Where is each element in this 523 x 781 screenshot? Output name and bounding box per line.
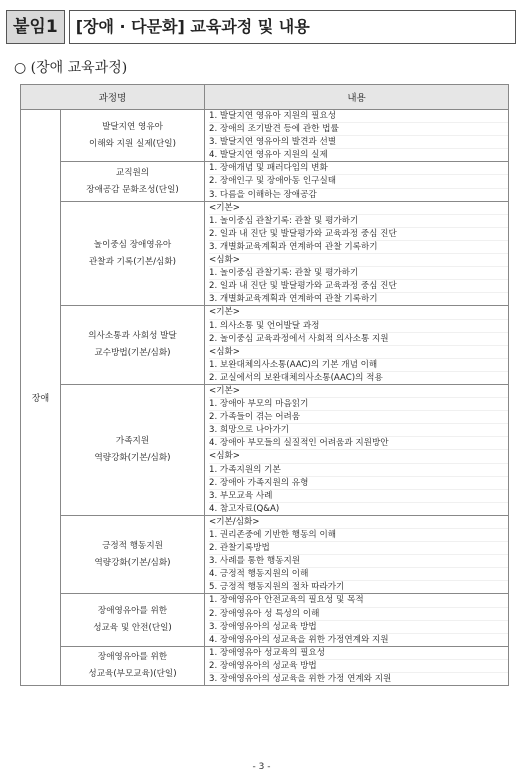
header-course-name: 과정명 xyxy=(21,85,205,110)
content-line: 3. 장애영유아의 성교육을 위한 가정 연계와 지원 xyxy=(209,674,392,685)
content-cell xyxy=(205,201,509,306)
course-name-cell xyxy=(61,594,205,646)
content-line: <심화> xyxy=(209,450,508,463)
content-line: 1. 의사소통 및 언어발달 과정 xyxy=(209,320,508,333)
header-content: 내용 xyxy=(205,85,509,110)
document-title-row xyxy=(6,10,516,44)
course-name-cell xyxy=(61,384,205,515)
table-row xyxy=(21,384,509,515)
content-cell xyxy=(205,162,509,201)
content-line: <기본> xyxy=(209,306,508,319)
content-line: <심화> xyxy=(209,346,508,359)
content-line: 3. 장애영유아의 성교육 방법 xyxy=(209,621,508,634)
section-title: ○ (장애 교육과정) xyxy=(14,60,128,76)
content-line: 2. 교실에서의 보완대체의사소통(AAC)의 적용 xyxy=(209,372,383,383)
content-line: 2. 놀이중심 교육과정에서 사회적 의사소통 지원 xyxy=(209,333,508,346)
content-line: <기본> xyxy=(209,202,508,215)
content-line: 2. 장애아 가족지원의 유형 xyxy=(209,477,508,490)
course-name-line: 의사소통과 사회성 발달 xyxy=(88,331,177,342)
document-title: [장애 · 다문화] 교육과정 및 내용 xyxy=(69,10,516,44)
table-row xyxy=(21,646,509,685)
course-name-line: 성교육(부모교육)(단일) xyxy=(88,668,177,679)
table-body xyxy=(21,110,509,686)
content-cell xyxy=(205,515,509,594)
course-name-cell xyxy=(61,646,205,685)
course-name-line: 역량강화(기본/심화) xyxy=(94,557,171,568)
course-name-cell xyxy=(61,201,205,306)
attachment-badge: 붙임1 xyxy=(6,10,65,44)
page-number: - 3 - xyxy=(252,762,271,772)
content-line: 1. 장애아 부모의 마음읽기 xyxy=(209,398,508,411)
course-name-cell xyxy=(61,306,205,385)
content-line: <기본/심화> xyxy=(209,516,508,529)
category-cell: 장애 xyxy=(21,110,61,686)
content-line: 2. 장애영유아 성 특성의 이해 xyxy=(209,608,508,621)
content-line: 3. 사례를 통한 행동지원 xyxy=(209,555,508,568)
course-name-line: 장애영유아를 위한 xyxy=(97,651,168,662)
content-cell xyxy=(205,594,509,646)
course-name-line: 교수방법(기본/심화) xyxy=(94,348,171,359)
content-line: 4. 참고자료(Q&A) xyxy=(209,503,280,514)
content-line: 1. 장애개념 및 패러다임의 변화 xyxy=(209,162,508,175)
content-line: 1. 보완대체의사소통(AAC)의 기본 개념 이해 xyxy=(209,359,508,372)
table-row xyxy=(21,110,509,162)
table-row xyxy=(21,201,509,306)
course-name-line: 가족지원 xyxy=(115,435,150,446)
course-name-line: 발달지연 영유아 xyxy=(102,121,163,132)
content-line: 2. 장애의 조기발견 등에 관한 법률 xyxy=(209,123,508,136)
course-name-line: 장애영유아를 위한 xyxy=(97,606,168,617)
course-name-line: 성교육 및 안전(단일) xyxy=(93,623,172,634)
content-line: 4. 긍정적 행동지원의 이해 xyxy=(209,568,508,581)
course-name-cell xyxy=(61,515,205,594)
course-name-line: 놀이중심 장애영유아 xyxy=(93,239,172,250)
content-line: 2. 일과 내 진단 및 발달평가와 교육과정 중심 진단 xyxy=(209,280,508,293)
course-name-line: 교직원의 xyxy=(115,167,150,178)
content-line: 4. 장애아 부모들의 실질적인 어려움과 지원방안 xyxy=(209,437,508,450)
table-row xyxy=(21,306,509,385)
content-line: 5. 긍정적 행동지원의 절차 따라가기 xyxy=(209,582,345,593)
course-name-line: 장애공감 문화조성(단일) xyxy=(86,184,179,195)
content-line: 2. 가족들이 겪는 어려움 xyxy=(209,411,508,424)
content-line: 3. 다름을 이해하는 장애공감 xyxy=(209,189,317,200)
course-name-cell xyxy=(61,110,205,162)
course-name-line: 이해와 지원 실제(단일) xyxy=(89,138,176,149)
content-line: 3. 개별화교육계획과 연계하여 관찰 기록하기 xyxy=(209,294,378,305)
content-line: 1. 놀이중심 관찰기록: 관찰 및 평가하기 xyxy=(209,267,508,280)
content-line: 1. 권리존중에 기반한 행동의 이해 xyxy=(209,529,508,542)
table-row xyxy=(21,515,509,594)
content-cell xyxy=(205,646,509,685)
content-line: 2. 관찰기록방법 xyxy=(209,542,508,555)
content-line: 3. 부모교육 사례 xyxy=(209,490,508,503)
content-line: 1. 가족지원의 기본 xyxy=(209,464,508,477)
content-line: 2. 장애영유아의 성교육 방법 xyxy=(209,660,508,673)
table-row xyxy=(21,594,509,646)
content-line: <심화> xyxy=(209,254,508,267)
content-cell xyxy=(205,306,509,385)
content-line: 3. 희망으로 나아가기 xyxy=(209,424,508,437)
content-line: 4. 발달지연 영유아 지원의 실제 xyxy=(209,150,328,161)
content-line: 1. 장애영유아 성교육의 필요성 xyxy=(209,647,508,660)
content-line: 3. 개별화교육계획과 연계하여 관찰 기록하기 xyxy=(209,241,508,254)
course-name-line: 관찰과 기록(기본/심화) xyxy=(88,256,177,267)
course-name-cell xyxy=(61,162,205,201)
content-line: <기본> xyxy=(209,385,508,398)
content-line: 2. 장애인구 및 장애아동 인구실태 xyxy=(209,175,508,188)
content-line: 1. 놀이중심 관찰기록: 관찰 및 평가하기 xyxy=(209,215,508,228)
content-cell xyxy=(205,384,509,515)
course-table xyxy=(20,84,509,686)
content-line: 4. 장애영유아의 성교육을 위한 가정연계와 지원 xyxy=(209,634,389,645)
content-line: 1. 발달지연 영유아 지원의 필요성 xyxy=(209,110,508,123)
content-cell xyxy=(205,110,509,162)
content-line: 1. 장애영유아 안전교육의 필요성 및 목적 xyxy=(209,594,508,607)
table-row xyxy=(21,162,509,201)
course-name-line: 긍정적 행동지원 xyxy=(102,540,163,551)
course-name-line: 역량강화(기본/심화) xyxy=(94,452,171,463)
table-header-row xyxy=(21,85,509,110)
content-line: 2. 일과 내 진단 및 발달평가와 교육과정 중심 진단 xyxy=(209,228,508,241)
content-line: 3. 발달지연 영유아의 발견과 선별 xyxy=(209,136,508,149)
